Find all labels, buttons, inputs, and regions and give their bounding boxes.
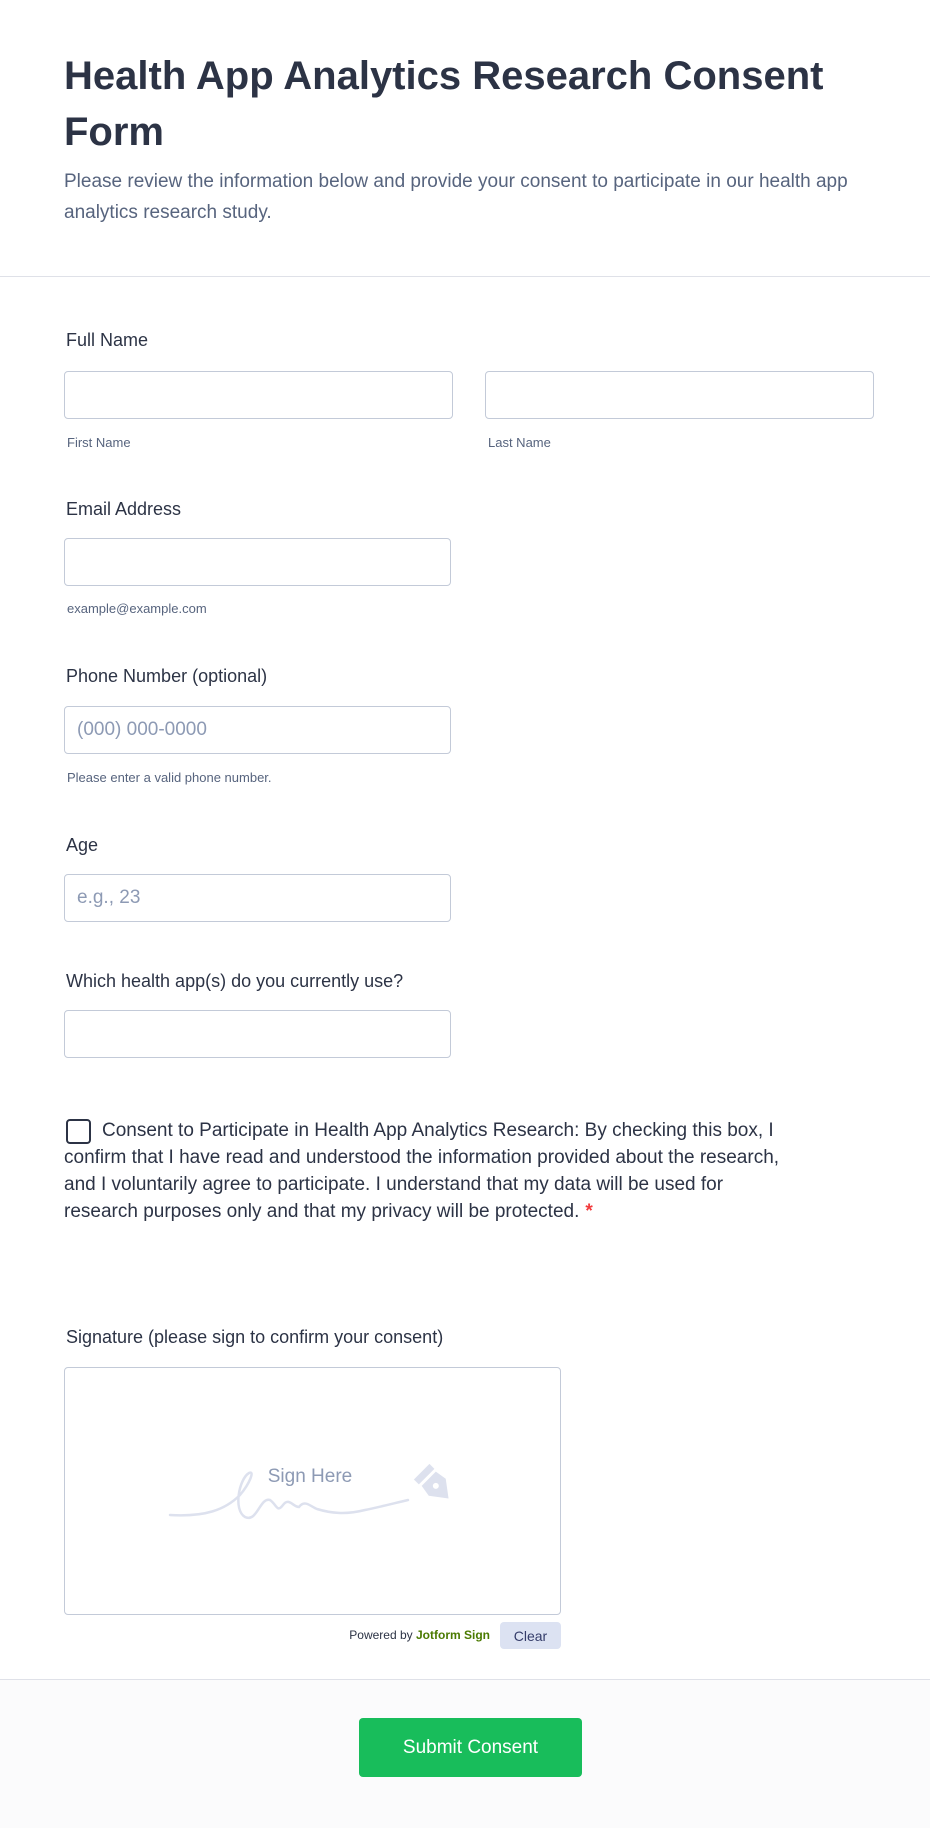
footer-divider: [0, 1679, 930, 1680]
phone-sublabel: Please enter a valid phone number.: [67, 770, 272, 785]
page-title: Health App Analytics Research Consent Form: [64, 54, 824, 154]
email-input[interactable]: [64, 538, 451, 586]
health-apps-input[interactable]: [64, 1010, 451, 1058]
age-label: Age: [66, 835, 99, 855]
clear-signature-button[interactable]: Clear: [500, 1622, 561, 1649]
consent-text: [64, 1117, 784, 1225]
first-name-sublabel: First Name: [67, 435, 131, 450]
phone-label: Phone Number (optional): [66, 666, 268, 686]
email-label: Email Address: [66, 499, 182, 519]
powered-by: [300, 1628, 490, 1642]
consent-checkbox[interactable]: [66, 1119, 91, 1144]
header-divider: [0, 276, 930, 277]
powered-by-text: Powered by: [349, 1628, 413, 1642]
required-mark: *: [585, 1201, 593, 1222]
last-name-input[interactable]: [485, 371, 874, 419]
jotform-sign-brand: Jotform Sign: [416, 1628, 490, 1642]
submit-consent-button[interactable]: Submit Consent: [359, 1718, 582, 1777]
full-name-label: Full Name: [66, 330, 149, 350]
phone-input[interactable]: [64, 706, 451, 754]
sign-here-placeholder: Sign Here: [267, 1466, 353, 1487]
first-name-input[interactable]: [64, 371, 453, 419]
health-apps-label: Which health app(s) do you currently use?: [66, 971, 404, 991]
email-sublabel: example@example.com: [67, 601, 207, 616]
last-name-sublabel: Last Name: [488, 435, 551, 450]
consent-label: Consent to Participate in Health App Analytics Research: By checking this box, I confirm that I have read and understood the information provided about the research, and I voluntarily agree to participate. I understand that my data will be used for research purposes only and that my privacy will be protected.: [64, 1120, 780, 1222]
age-input[interactable]: [64, 874, 451, 922]
signature-label: Signature (please sign to confirm your consent): [66, 1327, 444, 1347]
page-subtitle: Please review the information below and provide your consent to participate in our health app analytics research study.: [64, 171, 848, 223]
pen-nib-icon: [413, 1463, 457, 1507]
